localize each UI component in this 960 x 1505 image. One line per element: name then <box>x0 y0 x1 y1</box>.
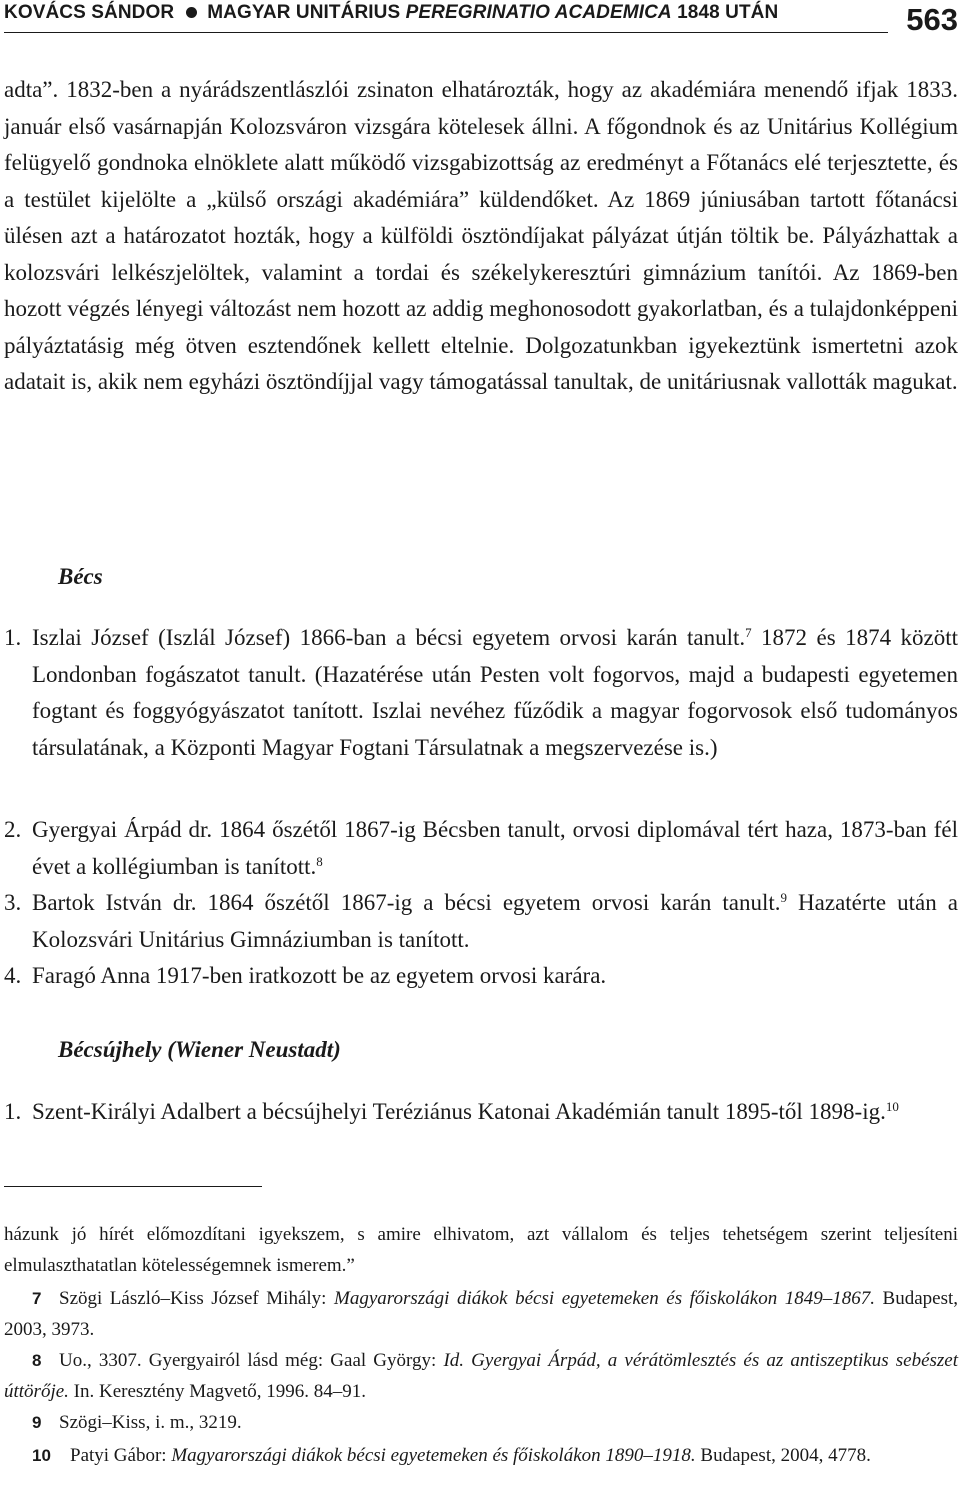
footnote-title: Magyarországi diákok bécsi egyetemeken és főiskolákon 1890–1918. <box>171 1445 696 1466</box>
item-text: Szent-Királyi Adalbert a bécsújhelyi Teréziánus Katonai Akadémián tanult 1895-től 1898-ig. <box>32 1099 886 1124</box>
item-number: 2. <box>4 817 22 842</box>
footnote-rule <box>4 1186 262 1187</box>
footnote-ref[interactable]: 8 <box>316 853 323 869</box>
item-number: 1. <box>4 1099 22 1124</box>
footnote-text: Uo., 3307. Gyergyairól lásd még: Gaal György: <box>59 1350 444 1371</box>
footnote-9 <box>4 1407 958 1438</box>
footnote-text: Szögi–Kiss, i. m., 3219. <box>59 1412 242 1433</box>
footnote-text-post: Budapest, 2004, 4778. <box>695 1445 871 1466</box>
footnote-mark: 8 <box>32 1351 42 1370</box>
item-text: Gyergyai Árpád dr. 1864 őszétől 1867-ig Bécsben tanult, orvosi diplomával tért haza, 1873-ban fél évet a kollégiumban is tanított. <box>32 817 958 879</box>
header-title <box>4 2 778 24</box>
item-number: 3. <box>4 890 22 915</box>
footnote-mark: 9 <box>32 1413 42 1432</box>
item-number: 1. <box>4 625 22 650</box>
footnote-title: Id. Gyergyai Árpád, a vérátömlesztés és az antiszeptikus sebészet úttörője. <box>4 1350 959 1402</box>
intro-paragraph: adta”. 1832-ben a nyárádszentlászlói zsinaton elhatározták, hogy az akadémiára menendő ifjak 1833. január első vasárnapján Kolozsváron vizsgára kötelesek állni. A főgondnok és az Unitárius Kollégium felügyelő gondnoka elnöklete alatt működő vizsgabizottság az eredményt a Főtanács elé terjesztette, és a testület kijelölte a „külső országi akadémiára” küldendőket. Az 1869 júniusában tartott főtanácsi ülésen azt a határozatot hozták, hogy a külföldi ösztöndíjakat pályázat útján töltik be. Pályázhattak a kolozsvári lelkészjelöltek, valamint a tordai és székelykeresztúri gimnázium tanítói. Az 1869-ben hozott végzés lényegi változást nem hozott az addig meghonosodott gyakorlatban, és a tulajdonképpeni pályáztatásig még ötven esztendőnek kellett eltelnie. Dolgozatunkban igyekeztünk ismertetni azok adatait is, akik nem egyházi ösztöndíjjal vagy támogatással tanultak, de unitáriusnak vallották magukat. <box>4 77 958 394</box>
running-header <box>4 0 960 40</box>
footnote-7 <box>4 1283 958 1345</box>
bullet-icon <box>186 7 197 18</box>
footnote-text-post: Budapest, 2003, 3973. <box>4 1288 958 1340</box>
header-title-post: 1848 UTÁN <box>671 2 779 23</box>
footnote-text: Patyi Gábor: <box>70 1445 172 1466</box>
section-title-becsujhely: Bécsújhely (Wiener Neustadt) <box>58 1037 341 1062</box>
page-number: 563 <box>906 2 958 37</box>
list-item <box>4 620 958 766</box>
list-item <box>4 885 958 958</box>
header-title-italic: PEREGRINATIO ACADEMICA <box>405 2 672 23</box>
footnote-text: Szögi László–Kiss József Mihály: <box>59 1288 334 1309</box>
footnote-mark: 10 <box>32 1446 51 1465</box>
footnote-continued: házunk jó hírét előmozdítani igyekszem, s amire elhivatom, azt vállalom és teljes tehetségem szerint teljesíteni elmulaszthatatlan kötelességemnek ismerem.” <box>4 1224 958 1276</box>
footnote-mark: 7 <box>32 1289 42 1308</box>
header-rule <box>4 32 888 33</box>
header-title-pre: MAGYAR UNITÁRIUS <box>207 2 406 23</box>
item-text: Bartok István dr. 1864 őszétől 1867-ig a bécsi egyetem orvosi karán tanult. <box>32 890 781 915</box>
item-text: Iszlai József (Iszlál József) 1866-ban a bécsi egyetem orvosi karán tanult. <box>32 625 746 650</box>
list-item <box>4 812 958 885</box>
item-number: 4. <box>4 963 22 988</box>
section-title-becs: Bécs <box>58 564 103 589</box>
footnote-text-post: In. Keresztény Magvető, 1996. 84–91. <box>68 1381 366 1402</box>
item-text: Faragó Anna 1917-ben iratkozott be az egyetem orvosi karára. <box>32 963 607 988</box>
footnote-8 <box>4 1345 958 1407</box>
footnote-ref[interactable]: 7 <box>745 625 752 640</box>
list-item <box>4 1094 958 1131</box>
footnote-ref[interactable]: 9 <box>780 890 788 905</box>
item-text-rest: 1872 és 1874 között Londonban fogászatot tanult. (Hazatérése után Pesten volt fogorvos, majd a budapesti egyetemen fogtant és foggyógyászatot tanított. Iszlai nevéhez fűződik a magyar fogorvosok első tudományos társulatának, a Központi Magyar Fogtani Társulatnak a megszervezése is.) <box>32 625 958 760</box>
footnote-ref[interactable]: 10 <box>885 1099 899 1114</box>
footnote-title: Magyarországi diákok bécsi egyetemeken és főiskolákon 1849–1867. <box>334 1288 875 1309</box>
list-item <box>4 958 958 995</box>
item-text-rest: Hazatérte után a Kolozsvári Unitárius Gimnáziumban is tanított. <box>32 890 958 952</box>
header-author: KOVÁCS SÁNDOR <box>4 2 175 23</box>
footnote-10 <box>4 1440 958 1471</box>
